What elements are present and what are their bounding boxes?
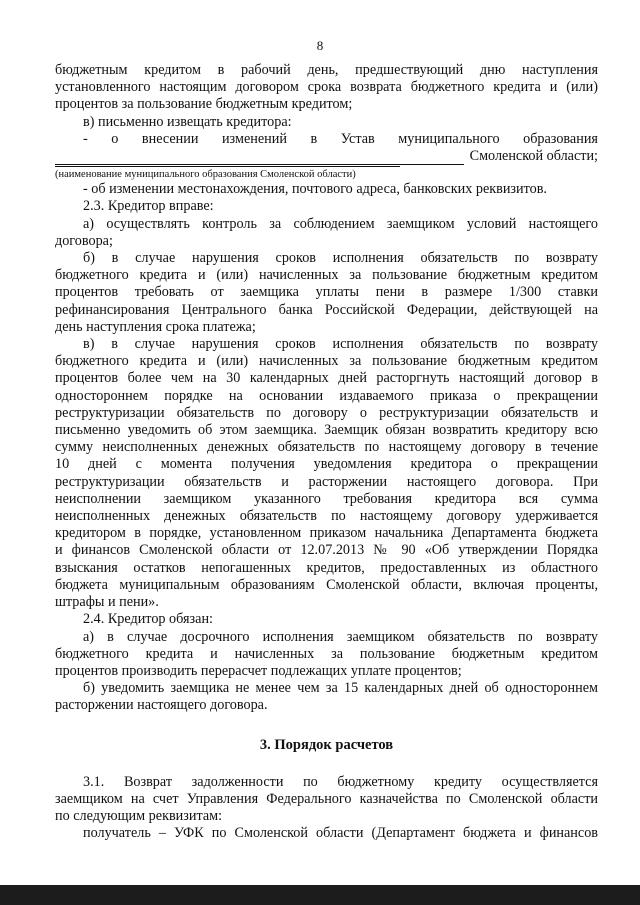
text-line: день наступления срока платежа; (55, 318, 256, 335)
text-line: процентов производить перерасчет подлежащих уплате процентов; (55, 662, 462, 679)
bullet-word: изменений (221, 130, 287, 147)
paragraph-2-4-b (55, 680, 598, 714)
text-line: процентов требовать от заемщика уплаты пени в размере 1/300 ставки (55, 284, 598, 301)
text-line: расторжении настоящего договора. (55, 697, 268, 714)
text-line: письменно уведомить об этом заемщика. Заемщик обязан возвратить кредитору всю (55, 422, 598, 439)
bullet-charter-changes (55, 131, 598, 148)
paragraph-2-4-a (55, 629, 598, 681)
bullet-word: в (310, 130, 318, 147)
text-line: реструктуризации обязательств по договору о реструктуризации обязательств и (55, 404, 598, 421)
scan-edge-bar (0, 885, 640, 905)
text-line: сумму неисполненных денежных обязательств по настоящему договору в течение (55, 439, 598, 456)
bullet-word: образования (523, 130, 598, 147)
text-line: установленного настоящим договором срока возврата бюджетного кредита и (или) (55, 79, 598, 96)
text-line: взыскания остатков непогашенных кредитов, предоставленных из областного (55, 559, 598, 576)
item-v: в) письменно извещать кредитора: (83, 113, 292, 130)
text-line: бюджетного кредита и (или) начисленных за пользование бюджетным кредитом (55, 267, 598, 284)
text-line: процентов более чем на 30 календарных дней расторгнуть настоящий договор в (55, 370, 598, 387)
bullet-word: внесении (141, 130, 199, 147)
text-line: бюджетного кредита и начисленных за пользование бюджетным кредитом (55, 645, 598, 662)
text-line: бюджета муниципальным образованиям Смоленской области, включая проценты, (55, 576, 598, 593)
text-line: а) осуществлять контроль за соблюдением заемщиком условий настоящего (83, 215, 598, 232)
text-line: реструктуризации обязательств и расторжении настоящего договора. При (55, 473, 598, 490)
section-3-title: 3. Порядок расчетов (259, 736, 394, 753)
paragraph-2-3-a (55, 216, 598, 250)
text-line: б) уведомить заемщика не менее чем за 15 календарных дней об одностороннем (83, 680, 598, 697)
blank-field-tail: Смоленской области; (469, 148, 598, 165)
section-2-4-heading: 2.4. Кредитор обязан: (83, 611, 213, 628)
text-line: рефинансирования Центрального банка Российской Федерации, действующей на (55, 301, 598, 318)
paragraph-3-1 (55, 774, 598, 826)
page-number: 8 (316, 38, 324, 53)
blank-field (55, 151, 464, 165)
text-line: штрафы и пени». (55, 594, 159, 611)
paragraph-2-3-b (55, 250, 598, 336)
text-line: кредитором в порядке, установленном приказом начальника Департамента бюджета (55, 525, 598, 542)
text-line: неисполненных денежных обязательств по настоящему договору удерживается (55, 508, 598, 525)
text-line: заемщиком на счет Управления Федерального казначейства по Смоленской области (55, 790, 598, 807)
bullet-address-changes: - об изменении местонахождения, почтового адреса, банковских реквизитов. (83, 181, 547, 198)
bullet-word: Устав (340, 130, 375, 147)
section-2-3-heading: 2.3. Кредитор вправе: (83, 198, 214, 215)
text-line: одностороннем порядке на основании издаваемого приказа о прекращении (55, 387, 598, 404)
fill-in-line (55, 148, 598, 165)
paragraph-2-3-v (55, 336, 598, 611)
text-line: бюджетного кредита и (или) начисленных за пользование бюджетным кредитом (55, 353, 598, 370)
text-line: а) в случае досрочного исполнения заемщиком обязательств по возврату (83, 628, 598, 645)
document-body (55, 62, 598, 843)
bullet-word: муниципального (398, 130, 500, 147)
bullet-word: - (83, 130, 88, 147)
paragraph-intro (55, 62, 598, 114)
text-line: 10 дней с момента получения уведомления кредитора о прекращении (55, 456, 598, 473)
text-line: по следующим реквизитам: (55, 808, 223, 825)
text-line: договора; (55, 232, 113, 249)
bullet-word: о (111, 130, 119, 147)
text-line: б) в случае нарушения сроков исполнения обязательств по возврату (83, 250, 598, 267)
text-line: и финансов Смоленской области от 12.07.2013 № 90 «Об утверждении Порядка (55, 542, 598, 559)
text-line: в) в случае нарушения сроков исполнения обязательств по возврату (83, 336, 598, 353)
text-line: процентов за пользование бюджетным кредитом; (55, 96, 353, 113)
text-line: 3.1. Возврат задолженности по бюджетному кредиту осуществляется (83, 773, 598, 790)
field-caption: (наименование муниципального образования Смоленской области) (55, 166, 400, 181)
recipient-line: получатель – УФК по Смоленской области (Департамент бюджета и финансов (83, 825, 598, 842)
text-line: бюджетным кредитом в рабочий день, предшествующий дню наступления (55, 62, 598, 78)
text-line: неисполнении заемщиком указанного требования кредитора вся сумма (55, 490, 598, 507)
